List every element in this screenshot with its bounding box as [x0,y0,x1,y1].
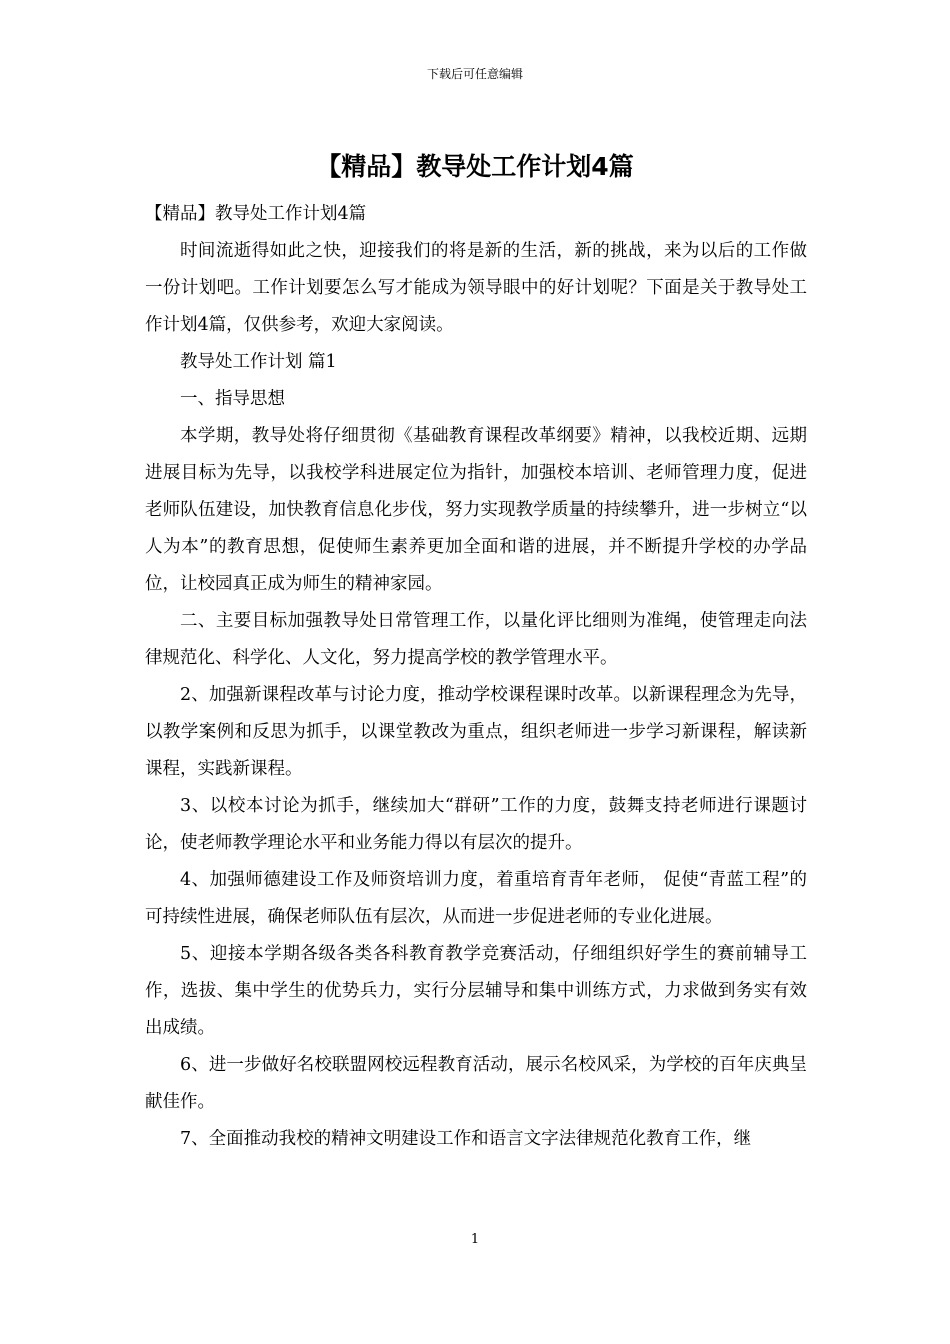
page-number: 1 [470,1232,480,1247]
list-item-5: 5、迎接本学期各级各类各科教育教学竞赛活动，仔细组织好学生的赛前辅导工作，选拔、集中学生的优势兵力，实行分层辅导和集中训练方式，力求做到务实有效出成绩。 [145,944,807,1038]
paragraph-main-goals: 二、主要目标加强教导处日常管理工作，以量化评比细则为准绳，使管理走向法律规范化、科学化、人文化，努力提高学校的教学管理水平。 [145,611,807,668]
paragraph-guiding-thought: 本学期，教导处将仔细贯彻《基础教育课程改革纲要》精神，以我校近期、远期进展目标为先导，以我校学科进展定位为指针，加强校本培训、老师管理力度，促进老师队伍建设，加快教育信息化步伐，努力实现教学质量的持续攀升，进一步树立“以人为本”的教育思想，促使师生素养更加全面和谐的进展，并不断提升学校的办学品位，让校园真正成为师生的精神家园。 [145,426,807,594]
list-item-3: 3、以校本讨论为抓手，继续加大“群研”工作的力度，鼓舞支持老师进行课题讨论，使老师教学理论水平和业务能力得以有层次的提升。 [145,796,807,853]
list-item-4: 4、加强师德建设工作及师资培训力度，着重培育青年老师， 促使“青蓝工程”的可持续性进展，确保老师队伍有层次，从而进一步促进老师的专业化进展。 [145,870,807,927]
document-body [145,196,807,1158]
paragraph-subtitle: 【精品】教导处工作计划4篇 [145,204,367,224]
list-item-6: 6、进一步做好名校联盟网校远程教育活动，展示名校风采，为学校的百年庆典呈献佳作。 [145,1055,807,1112]
section-heading-guiding-thought: 一、指导思想 [180,389,285,409]
paragraph-intro: 时间流逝得如此之快，迎接我们的将是新的生活，新的挑战，来为以后的工作做一份计划吧。工作计划要怎么写才能成为领导眼中的好计划呢？下面是关于教导处工作计划4篇，仅供参考，欢迎大家阅读。 [145,241,807,335]
document-title: 【精品】教导处工作计划4篇 [316,152,634,181]
list-item-2: 2、加强新课程改革与讨论力度，推动学校课程课时改革。以新课程理念为先导，以教学案例和反思为抓手，以课堂教改为重点，组织老师进一步学习新课程，解读新课程，实践新课程。 [145,685,807,779]
section-heading-plan-1: 教导处工作计划 篇1 [180,352,337,372]
list-item-7: 7、全面推动我校的精神文明建设工作和语言文字法律规范化教育工作，继 [180,1129,752,1149]
header-note: 下载后可任意编辑 [426,67,523,81]
